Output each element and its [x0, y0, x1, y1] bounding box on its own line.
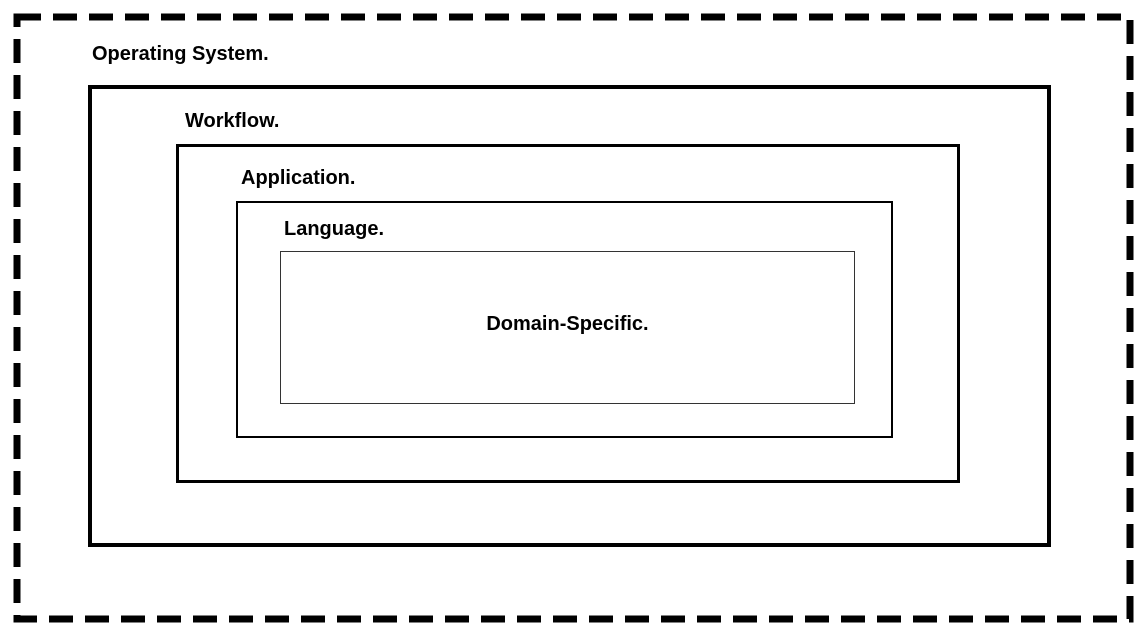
domain-specific-layer [280, 251, 855, 404]
language-label: Language. [284, 218, 385, 240]
domain-specific-label: Domain-Specific. [486, 313, 649, 335]
application-label: Application. [241, 167, 356, 189]
workflow-label: Workflow. [185, 110, 280, 132]
operating-system-label: Operating System. [92, 43, 269, 65]
